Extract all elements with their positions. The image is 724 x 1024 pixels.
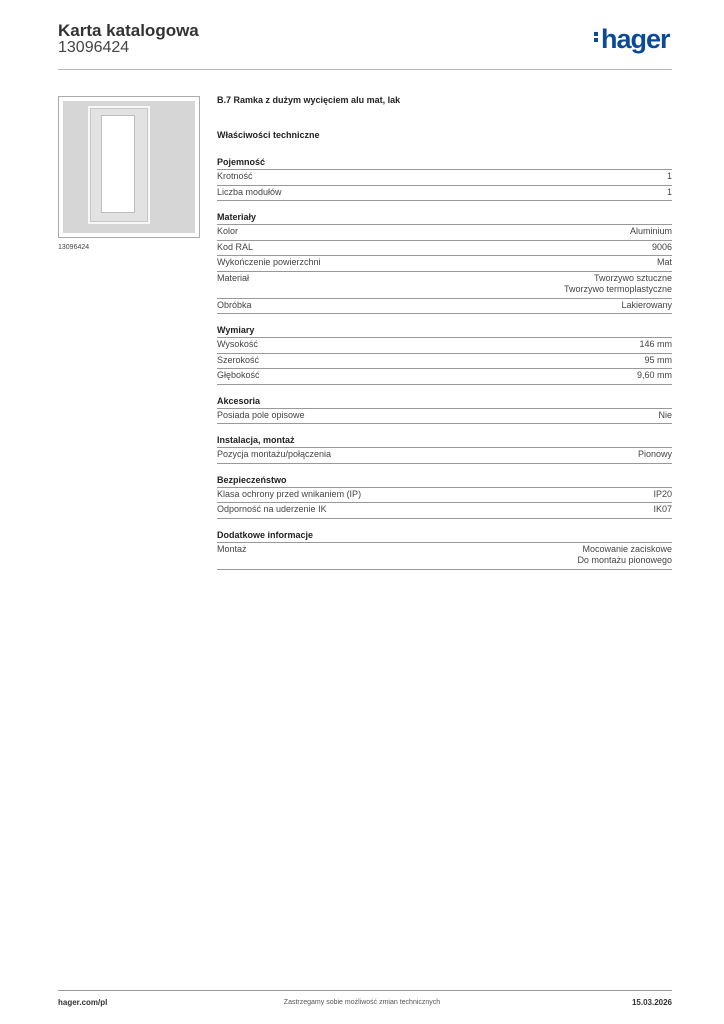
spec-row: [217, 409, 672, 425]
spec-row: [217, 256, 672, 272]
footer-website: hager.com/pl: [58, 998, 108, 1007]
spec-value: [657, 257, 672, 269]
product-image: [58, 96, 200, 238]
logo-text: hager: [601, 24, 670, 54]
spec-label: Materiał: [217, 272, 250, 283]
spec-row: [217, 299, 672, 315]
footer-divider: [58, 990, 672, 991]
spec-value-line: Lakierowany: [621, 299, 672, 310]
spec-value: [652, 242, 672, 254]
spec-value-line: IK07: [653, 504, 672, 514]
spec-label: Krotność: [217, 171, 253, 181]
tech-properties-heading: Właściwości techniczne: [217, 130, 320, 140]
spec-section: [217, 212, 672, 314]
spec-value: [621, 300, 672, 312]
section-title: Materiały: [217, 212, 672, 225]
spec-value-line: 1: [666, 186, 672, 197]
spec-label: Szerokość: [217, 354, 260, 365]
spec-value: [667, 187, 672, 199]
spec-value-line: Aluminium: [629, 226, 672, 236]
section-title: Akcesoria: [217, 396, 672, 409]
page-title: Karta katalogowa: [58, 21, 199, 40]
spec-label: Głębokość: [217, 370, 260, 380]
image-caption: 13096424: [58, 244, 90, 251]
spec-value-line: Mat: [656, 257, 672, 267]
spec-row: [217, 338, 672, 354]
section-title: Bezpieczeństwo: [217, 475, 672, 488]
spec-row: [217, 369, 672, 385]
spec-section: [217, 325, 672, 385]
spec-value-line: Tworzywo sztuczne: [593, 272, 672, 283]
spec-label: Wysokość: [217, 339, 258, 349]
spec-section: [217, 435, 672, 464]
spec-label: Klasa ochrony przed wnikaniem (IP): [217, 488, 362, 499]
spec-value-line: IP20: [653, 488, 672, 499]
spec-section: [217, 475, 672, 519]
spec-value: [644, 355, 672, 367]
spec-value-line: 9006: [651, 241, 672, 252]
spec-value-line: Nie: [658, 409, 672, 420]
spec-row: [217, 488, 672, 504]
spec-row: [217, 354, 672, 370]
section-title: Instalacja, montaż: [217, 435, 672, 448]
spec-value: [630, 226, 672, 238]
spec-value: [653, 504, 672, 516]
spec-value-line: 95 mm: [644, 354, 672, 365]
spec-value-line: 9,60 mm: [636, 370, 672, 380]
spec-row: [217, 170, 672, 186]
spec-row: [217, 543, 672, 570]
spec-label: Wykończenie powierzchni: [217, 257, 321, 267]
spec-value: [653, 489, 672, 501]
spec-value-line: 146 mm: [639, 339, 672, 349]
spec-label: Posiada pole opisowe: [217, 409, 305, 420]
spec-value-line: 1: [666, 171, 672, 181]
spec-row: [217, 186, 672, 202]
product-title: B.7 Ramka z dużym wycięciem alu mat, lak: [217, 95, 401, 105]
spec-value: [637, 370, 672, 382]
section-title: Wymiary: [217, 325, 672, 338]
frame-image: [63, 101, 195, 233]
spec-value: [658, 410, 672, 422]
logo-dots-icon: [594, 30, 599, 44]
footer-date: 15.03.2026: [631, 998, 672, 1007]
spec-row: [217, 225, 672, 241]
spec-sections: [217, 157, 672, 570]
catalog-number: 13096424: [58, 39, 130, 56]
section-title: Dodatkowe informacje: [217, 530, 672, 543]
spec-value: [667, 171, 672, 183]
spec-value: [638, 449, 672, 461]
spec-row: [217, 272, 672, 299]
spec-value-line: Mocowanie zaciskowe: [582, 543, 672, 554]
spec-label: Kod RAL: [217, 241, 254, 252]
spec-content: [217, 95, 672, 581]
spec-section: [217, 157, 672, 201]
spec-label: Obróbka: [217, 299, 252, 310]
spec-label: Kolor: [217, 226, 239, 236]
spec-section: [217, 530, 672, 570]
section-title: Pojemność: [217, 157, 672, 170]
spec-label: Odporność na uderzenie IK: [217, 504, 327, 514]
spec-label: Pozycja montażu/połączenia: [217, 449, 332, 459]
spec-section: [217, 396, 672, 425]
spec-value: [577, 544, 672, 567]
spec-row: [217, 503, 672, 519]
spec-row: [217, 448, 672, 464]
spec-label: Liczba modułów: [217, 186, 282, 197]
spec-value-line: Do montażu pionowego: [577, 555, 672, 565]
spec-value-line: Pionowy: [637, 449, 672, 459]
footer-disclaimer: Zastrzegamy sobie możliwość zmian technicznych: [283, 999, 441, 1006]
header-divider: [58, 69, 672, 70]
spec-label: Montaż: [217, 543, 247, 554]
hager-logo: [594, 26, 670, 53]
spec-row: [217, 241, 672, 257]
spec-value: [639, 339, 672, 351]
spec-value-line: Tworzywo termoplastyczne: [563, 284, 672, 294]
spec-value: [564, 273, 672, 296]
